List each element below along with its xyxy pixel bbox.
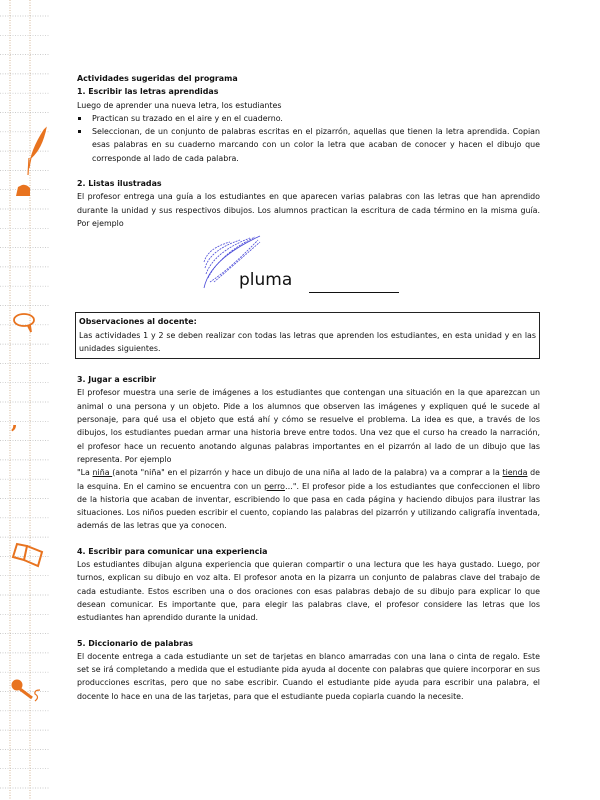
underlined-word: niña [92, 468, 113, 478]
list-item: Practican su trazado en el aire y en el cuaderno. [77, 112, 540, 125]
section-heading: 1. Escribir las letras aprendidas [77, 87, 219, 97]
paragraph: Los estudiantes dibujan alguna experiencia que quieran compartir o una lectura que les haya gustado. Luego, por turnos, explican su dibujo en voz alta. El profesor anota en la pizarra un conjunto de palabras clave del trabajo de cada estudiante. Estos escriben una o dos oraciones con esas palabras debajo de su dibujo para explicar lo que desean comunicar. Es importante que, para elegir las palabras clave, el profesor considere las letras que los estudiantes han aprendido durante la unidad. [77, 560, 540, 623]
open-book-icon [13, 544, 42, 566]
text: (anota "niña" en el pizarrón y hace un dibujo de una niña al lado de la palabra) va a comprar a la [112, 468, 503, 478]
example-word: pluma [239, 270, 293, 291]
comma-icon: , [11, 409, 18, 433]
section-heading: 4. Escribir para comunicar una experiencia [77, 546, 268, 556]
teacher-note-box [75, 312, 540, 359]
microphone-icon [12, 680, 40, 701]
inkwell-icon [16, 185, 30, 196]
document-body [77, 72, 540, 703]
paragraph-example [77, 466, 540, 532]
note-text: Las actividades 1 y 2 se deben realizar con todas las letras que aprenden los estudiantes, en esta unidad y en las unidades siguientes. [79, 330, 536, 353]
list-item: Seleccionan, de un conjunto de palabras escritas en el pizarrón, aquellas que tienen la letra aprendida. Copian esas palabras en su cuaderno marcando con un color la letra que acaban de conocer y hacen el dibujo que corresponde al lado de cada palabra. [77, 125, 540, 165]
paragraph: Luego de aprender una nueva letra, los estudiantes [77, 100, 282, 110]
paragraph: El profesor entrega una guía a los estudiantes en que aparecen varias palabras con las letras que han aprendido durante la unidad y sus respectivos dibujos. Los alumnos practican la escritura de cada término en la misma guía. Por ejemplo [77, 192, 540, 228]
section-heading: 3. Jugar a escribir [77, 375, 157, 385]
margin-grid [0, 0, 60, 800]
writing-blank-line [309, 292, 399, 293]
text: de la esquina. En el camino se encuentra con un [77, 468, 540, 491]
section-heading: 5. Diccionario de palabras [77, 638, 193, 648]
text: …". El profesor pide a los estudiantes que confeccionen el libro de la historia que acaban de inventar, escribiendo lo que pasa en cada página y haciendo dibujos para ilustrar las situaciones. Los niños pueden escribir el cuento, copiando las palabras del pizarrón y utilizando caligrafía inventada, además de las letras que ya conocen. [77, 481, 540, 531]
page-title: Actividades sugeridas del programa [77, 74, 238, 83]
speech-bubble-icon [14, 314, 34, 332]
section-heading: 2. Listas ilustradas [77, 179, 162, 189]
underlined-word: perro [264, 481, 285, 491]
paragraph: El profesor muestra una serie de imágenes a los estudiantes que contengan una situación en la que aparezcan un animal o una persona y un objeto. Pide a los alumnos que observen las imágenes y expliquen qué le sucede al personaje, para qué usa el objeto que está ahí y cómo se resuelve el problema. La idea es que, a través de los dibujos, los estudiantes puedan armar una historia breve entre todos. Una vez que el curso ha creado la narración, el profesor hace un recuento anotando algunas palabras importantes en el pizarrón al lado de un dibujo que las representa. Por ejemplo [77, 388, 540, 464]
bullet-list [77, 112, 540, 165]
underlined-word: tienda [502, 468, 528, 478]
text: "La [77, 468, 93, 478]
example-figure [77, 230, 540, 312]
feather-pen-icon [28, 128, 46, 175]
note-heading: Observaciones al docente: [79, 317, 197, 327]
paragraph: El docente entrega a cada estudiante un set de tarjetas en blanco amarradas con una lana o cinta de regalo. Este set se irá completando a medida que el estudiante pida ayuda al docente con palabras que quiere incorporar en sus producciones escritas, pero que no sabe escribir. Cuando el estudiante pide ayuda para escribir una palabra, el docente lo hace en una de las tarjetas, para que el estudiante pueda copiarla cuando la necesite. [77, 651, 540, 701]
